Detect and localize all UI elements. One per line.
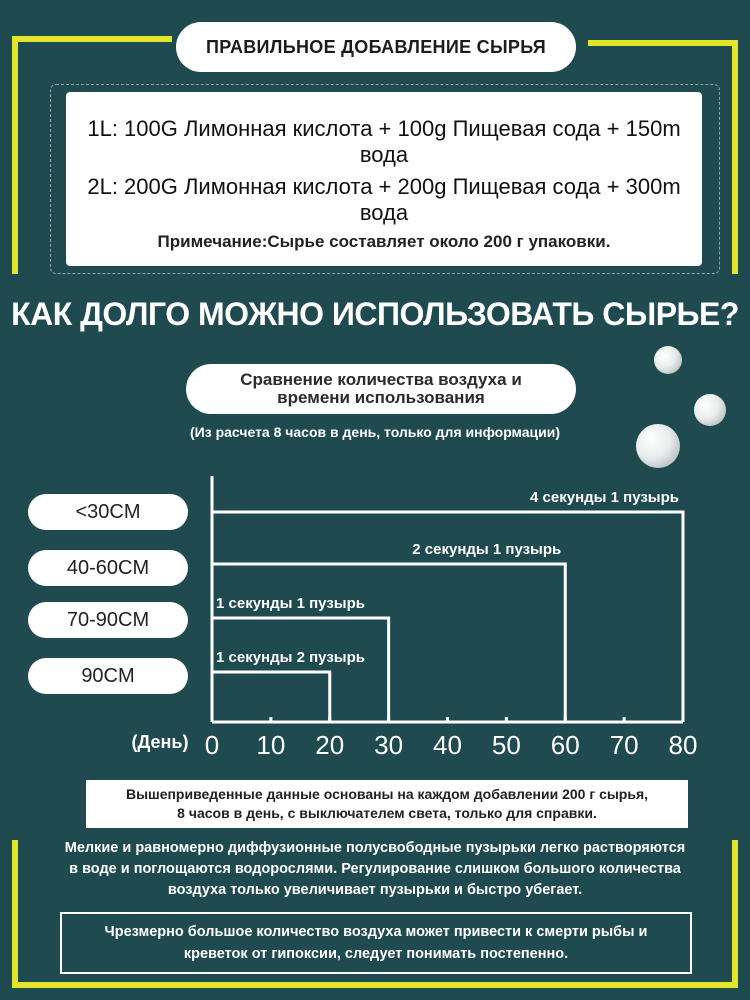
description-line3: воздуха только увеличивает пузырьки и быстро убегает. bbox=[167, 882, 583, 898]
x-tick-label-30: 30 bbox=[374, 730, 404, 760]
x-tick-label-70: 70 bbox=[609, 730, 639, 760]
data-basis-line2: 8 часов в день, с выключателем света, только для справки. bbox=[177, 805, 597, 821]
recipe-line-1l: 1L: 100G Лимонная кислота + 100g Пищевая сода + 150m вода bbox=[87, 116, 681, 167]
category-pill-90: 90CM bbox=[28, 658, 188, 694]
bar-3 bbox=[212, 672, 330, 722]
x-tick-label-50: 50 bbox=[491, 730, 521, 760]
bar-label-1: 2 секунды 1 пузырь bbox=[412, 541, 562, 558]
data-basis-note bbox=[86, 780, 688, 828]
right-bottom-accent-bar bbox=[732, 840, 738, 988]
x-tick-label-40: 40 bbox=[433, 730, 462, 760]
warning-line1: Чрезмерно большое количество воздуха может привести к смерти рыбы и bbox=[104, 924, 648, 940]
category-pill-lt30: <30CM bbox=[28, 494, 188, 530]
x-axis-label: (День) bbox=[131, 732, 189, 752]
x-tick-label-60: 60 bbox=[550, 730, 580, 760]
bar-label-0: 4 секунды 1 пузырь bbox=[530, 489, 679, 506]
bottom-accent-bar bbox=[12, 982, 738, 988]
comparison-subtitle: (Из расчета 8 часов в день, только для информации) bbox=[190, 424, 560, 440]
description-line1: Мелкие и равномерно диффузионные полусвободные пузырьки легко растворяются bbox=[64, 840, 686, 856]
headline: КАК ДОЛГО МОЖНО ИСПОЛЬЗОВАТЬ СЫРЬЕ? bbox=[11, 296, 739, 332]
x-tick-label-0: 0 bbox=[204, 730, 220, 760]
warning-line2: креветок от гипоксии, следует понимать постепенно. bbox=[183, 946, 569, 962]
bubble-description bbox=[40, 838, 710, 901]
comparison-title-line1: Сравнение количества воздуха и bbox=[240, 370, 522, 389]
bar-2 bbox=[212, 618, 389, 722]
category-pill-70-90: 70-90CM bbox=[28, 602, 188, 638]
comparison-title-line2: времени использования bbox=[277, 388, 485, 407]
category-pill-40-60: 40-60CM bbox=[28, 550, 188, 586]
bar-label-2: 1 секунды 1 пузырь bbox=[216, 595, 365, 612]
page-title: ПРАВИЛЬНОЕ ДОБАВЛЕНИЕ СЫРЬЯ bbox=[176, 22, 576, 72]
warning-box bbox=[60, 912, 692, 974]
recipe-note: Примечание:Сырье составляет около 200 г упаковки. bbox=[157, 232, 611, 251]
x-tick-label-10: 10 bbox=[256, 730, 286, 760]
left-bottom-accent-bar bbox=[12, 840, 18, 988]
x-tick-label-20: 20 bbox=[315, 730, 345, 760]
recipe-line-2l: 2L: 200G Лимонная кислота + 200g Пищевая сода + 300m вода bbox=[87, 174, 681, 225]
bar-label-3: 1 секунды 2 пузырь bbox=[216, 649, 365, 666]
x-tick-label-80: 80 bbox=[668, 730, 698, 760]
data-basis-line1: Вышеприведенные данные основаны на каждом добавлении 200 г сырья, bbox=[125, 786, 649, 802]
description-line2: в воде и поглощаются водорослями. Регулирование слишком большого количества bbox=[69, 861, 681, 877]
